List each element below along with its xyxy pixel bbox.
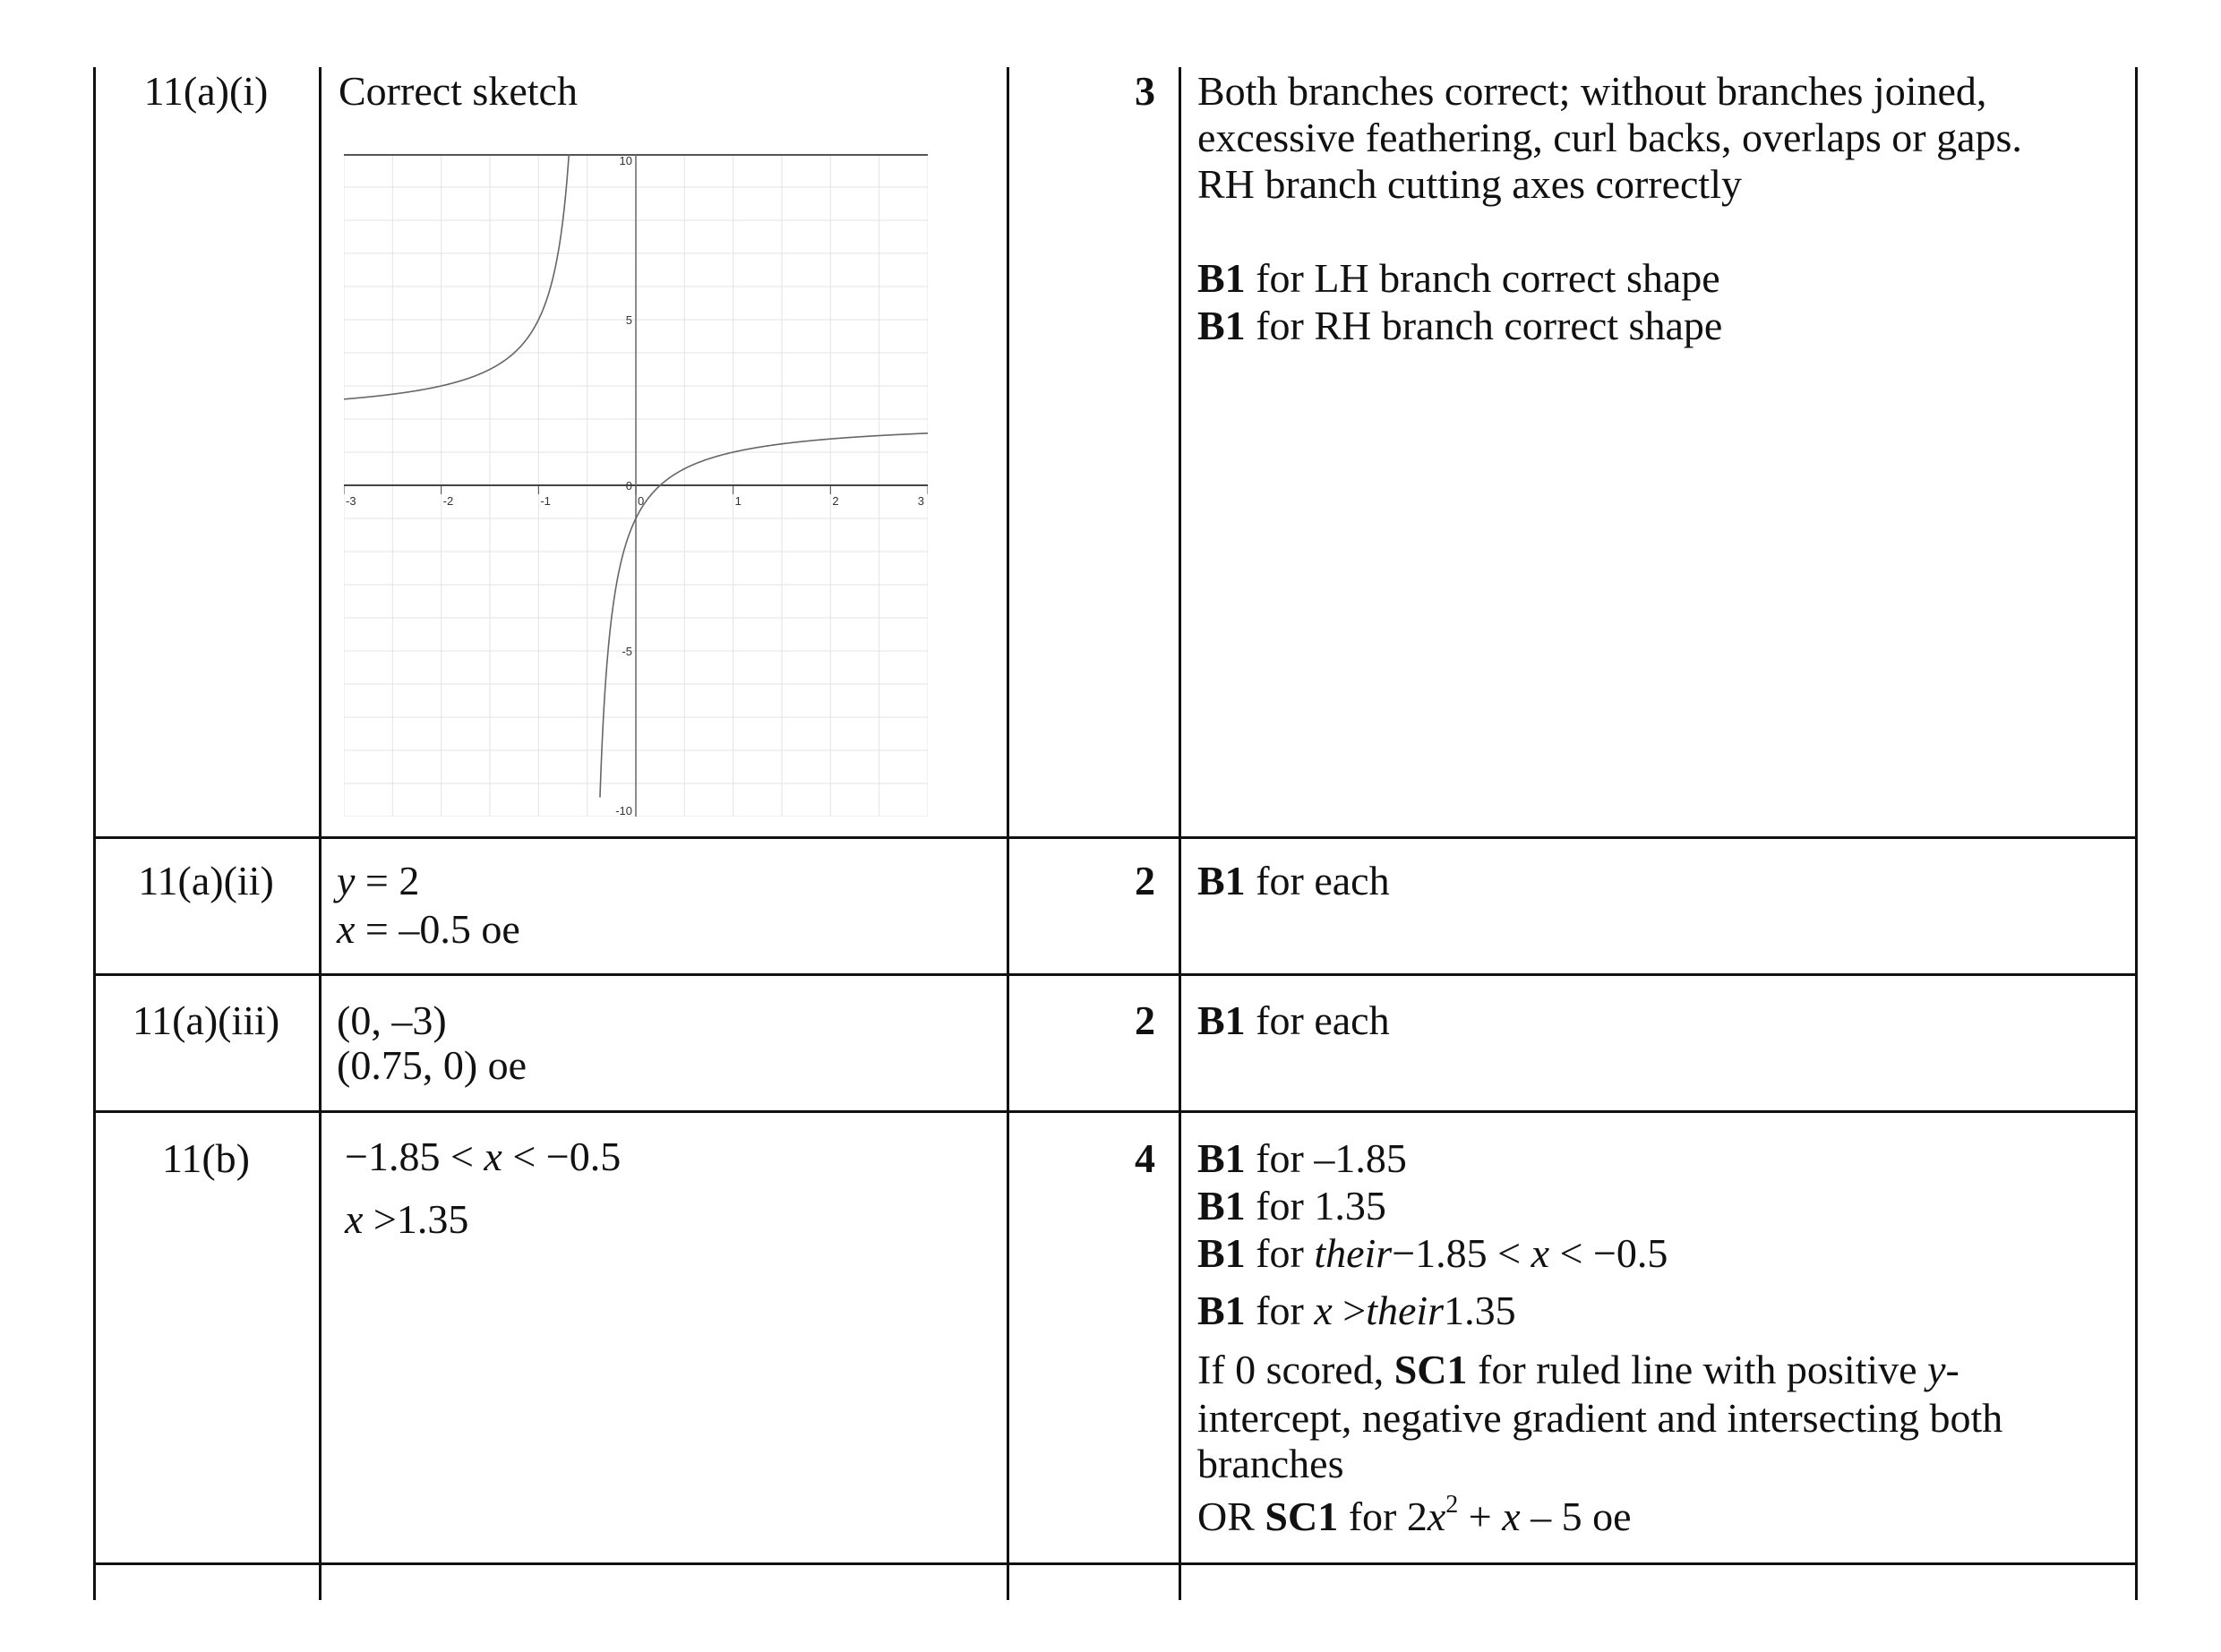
mark-code: B1: [1197, 1135, 1246, 1181]
answer-text: >1.35: [363, 1196, 469, 1242]
guidance-text: for: [1256, 1288, 1315, 1333]
mark-code: B1: [1197, 858, 1246, 903]
marks: 4: [1135, 1135, 1155, 1181]
guidance-text: < −0.5: [1549, 1230, 1668, 1276]
answer-text: (0, –3): [337, 997, 447, 1043]
guidance-text: for: [1256, 1230, 1315, 1276]
guidance-text: OR: [1197, 1494, 1265, 1539]
guidance-text: +: [1458, 1494, 1503, 1539]
variable: x: [1314, 1288, 1333, 1333]
variable: x: [1427, 1494, 1446, 1539]
guidance-line: [1197, 255, 1720, 302]
guidance-text: >: [1332, 1288, 1367, 1333]
variable: x: [484, 1134, 502, 1179]
variable: y: [337, 858, 356, 903]
guidance-text: for –1.85: [1256, 1135, 1407, 1181]
guidance-line: [1197, 1230, 1668, 1277]
guidance-line: RH branch cutting axes correctly: [1197, 161, 1742, 207]
emphasis: their: [1314, 1230, 1393, 1276]
row-rule: [93, 973, 2138, 976]
mark-code: B1: [1197, 1230, 1246, 1276]
guidance-text: – 5 oe: [1520, 1494, 1632, 1539]
guidance-text: for LH branch correct shape: [1256, 255, 1720, 301]
guidance-text: for ruled line with positive: [1467, 1347, 1928, 1392]
rh-branch: [600, 433, 928, 798]
mark-code: SC1: [1393, 1347, 1468, 1392]
guidance-text: If 0 scored,: [1197, 1347, 1394, 1392]
guidance-line: [1197, 1135, 1407, 1182]
question-number: 11(a)(i): [143, 68, 269, 114]
variable: x: [337, 906, 356, 952]
question-number: 11(a)(ii): [138, 858, 274, 903]
guidance-line: [1197, 1491, 1632, 1546]
guidance-text: -: [1945, 1347, 1959, 1392]
guidance-text: for 1.35: [1256, 1183, 1386, 1228]
answer-line: [337, 858, 419, 904]
lh-branch: [344, 154, 569, 399]
variable: x: [1502, 1494, 1521, 1539]
guidance-line: [1197, 1183, 1386, 1229]
guidance-line: [1197, 1347, 1959, 1393]
answer-line: [337, 906, 520, 953]
mark-code: B1: [1197, 1288, 1246, 1333]
hyperbola-sketch: [344, 154, 928, 817]
col-rule: [1179, 67, 1181, 1600]
variable: y: [1927, 1347, 1946, 1392]
guidance-text: 1.35: [1444, 1288, 1516, 1333]
guidance-line: [1197, 997, 1390, 1044]
row-rule: [93, 1110, 2138, 1113]
marks: 3: [1135, 68, 1155, 114]
exponent: 2: [1445, 1491, 1459, 1519]
col-rule: [93, 67, 96, 1600]
y-tick-label: -10: [615, 804, 632, 817]
answer-text: Correct sketch: [339, 68, 578, 114]
variable: x: [1531, 1230, 1550, 1276]
guidance-text: −1.85 <: [1392, 1230, 1531, 1276]
x-tick-label: -2: [442, 494, 454, 508]
mark-code: B1: [1197, 997, 1246, 1043]
mark-code: B1: [1197, 1183, 1246, 1228]
y-tick-label: -5: [622, 645, 632, 658]
answer-line: [345, 1134, 621, 1180]
guidance-line: intercept, negative gradient and intersecting both: [1197, 1395, 2003, 1441]
mark-code: SC1: [1265, 1494, 1339, 1539]
emphasis: their: [1366, 1288, 1445, 1333]
guidance-line: [1197, 1288, 1516, 1334]
x-tick-label: 1: [734, 494, 742, 508]
col-rule: [1007, 67, 1009, 1600]
row-rule: [93, 836, 2138, 839]
guidance-line: [1197, 858, 1390, 904]
guidance-line: [1197, 303, 1722, 349]
col-rule: [2135, 67, 2138, 1600]
x-tick-label: -1: [540, 494, 551, 508]
guidance-line: branches: [1197, 1441, 1344, 1486]
guidance-text: for 2: [1338, 1494, 1428, 1539]
answer-text: = 2: [355, 858, 420, 903]
y-tick-label: 5: [625, 313, 632, 327]
guidance-text: for each: [1256, 997, 1390, 1043]
answer-line: [345, 1196, 468, 1243]
col-rule: [319, 67, 322, 1600]
answer-text: (0.75, 0) oe: [337, 1042, 527, 1088]
guidance-line: excessive feathering, curl backs, overlaps or gaps.: [1197, 115, 2022, 160]
mark-code: B1: [1197, 303, 1246, 348]
x-tick-label: 3: [917, 494, 924, 508]
x-tick-label: 0: [638, 494, 645, 508]
x-tick-label: 2: [832, 494, 839, 508]
question-number: 11(b): [162, 1135, 250, 1181]
marks: 2: [1135, 997, 1155, 1043]
row-rule: [93, 1562, 2138, 1565]
y-tick-label: 10: [619, 154, 632, 167]
answer-text: −1.85 <: [345, 1134, 485, 1179]
mark-code: B1: [1197, 255, 1246, 301]
variable: x: [345, 1196, 364, 1242]
answer-text: < −0.5: [502, 1134, 622, 1179]
question-number: 11(a)(iii): [132, 997, 280, 1043]
marks: 2: [1135, 858, 1155, 903]
guidance-text: for each: [1256, 858, 1390, 903]
guidance-line: Both branches correct; without branches joined,: [1197, 68, 1987, 114]
guidance-text: for RH branch correct shape: [1256, 303, 1723, 348]
x-tick-label: -3: [346, 494, 356, 508]
answer-text: = –0.5 oe: [355, 906, 520, 952]
y-tick-label: 0: [625, 479, 632, 492]
